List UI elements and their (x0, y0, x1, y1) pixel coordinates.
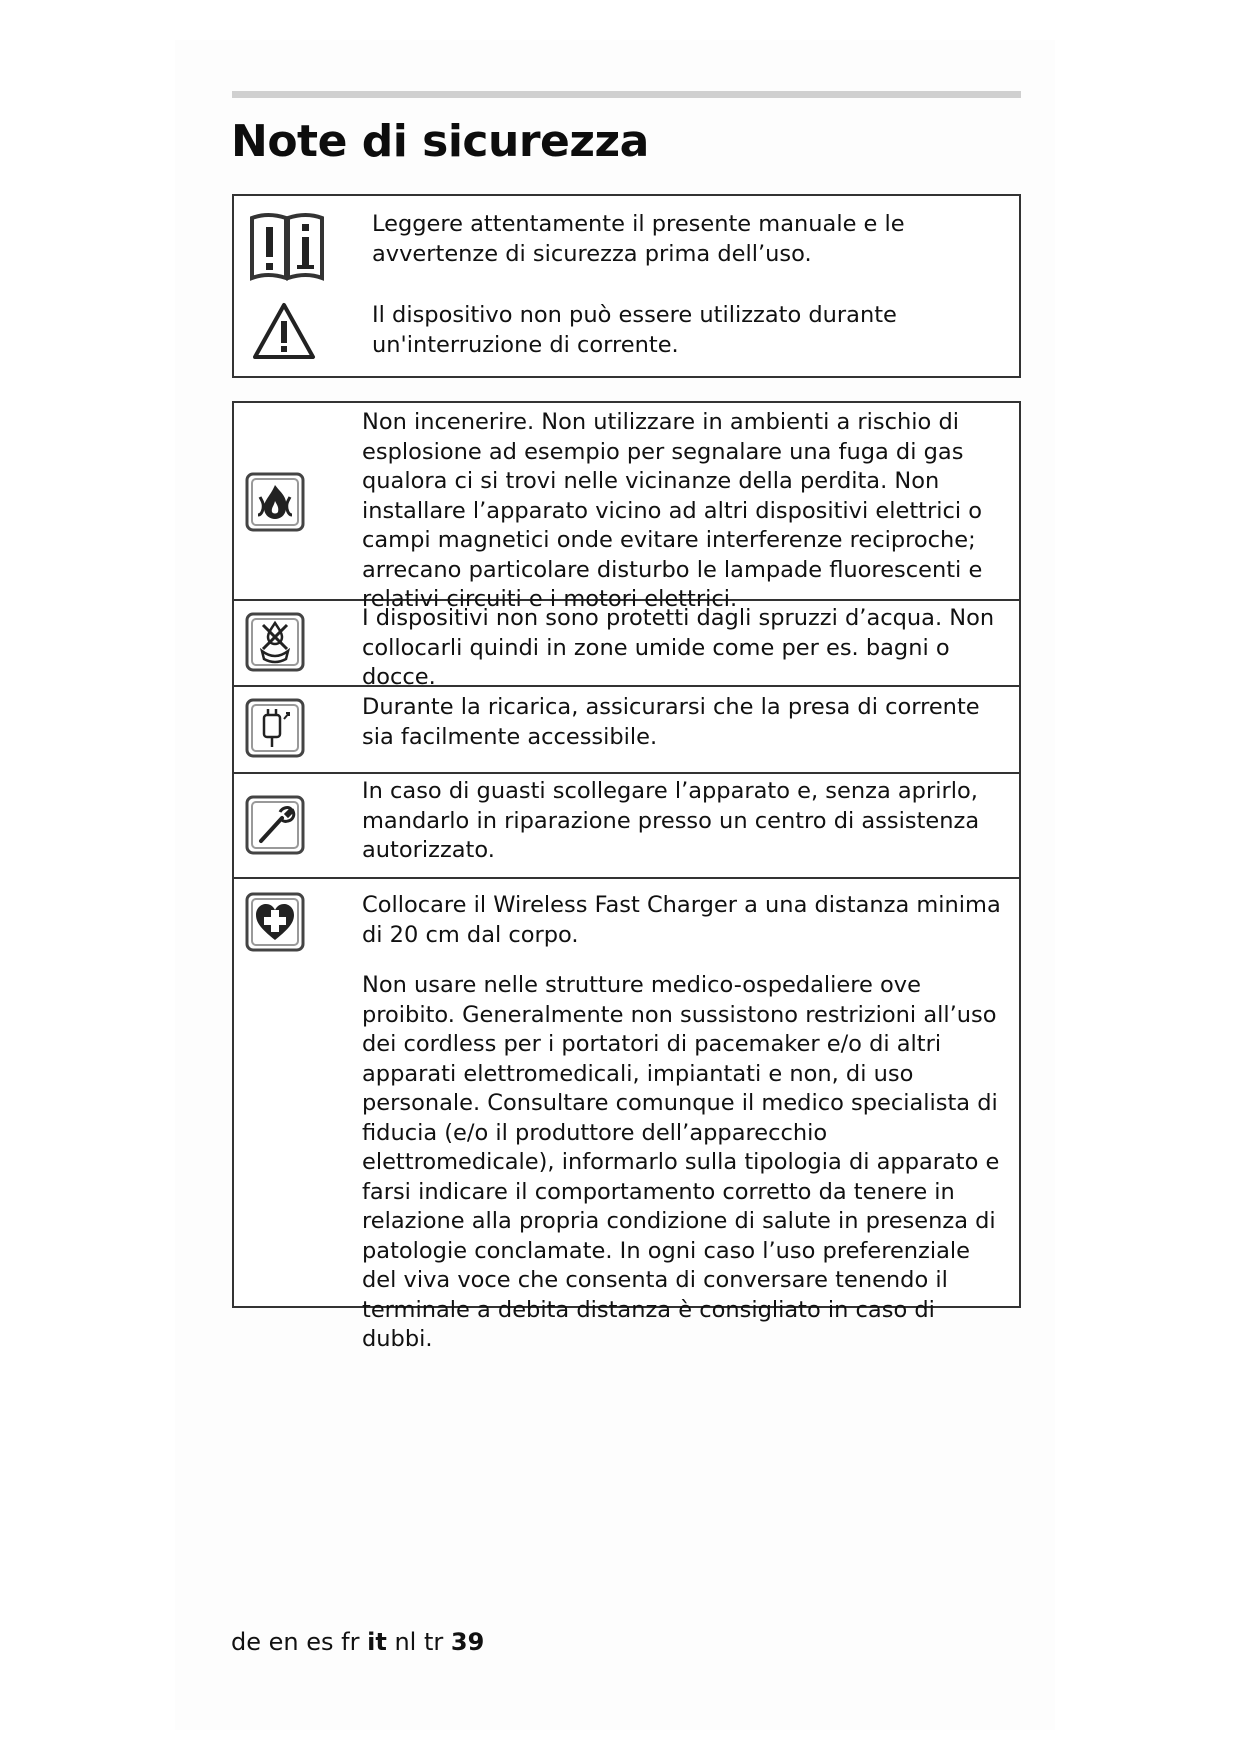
manual-info-icon (248, 210, 326, 282)
top-rule (232, 91, 1021, 98)
wrench-icon (244, 794, 306, 856)
rule-text-water: I dispositivi non sono protetti dagli spruzzi d’acqua. Non collocarli quindi in zone umide come per es. bagni o docce. (362, 605, 995, 690)
intro-box (232, 194, 1021, 378)
medical-heart-icon (244, 891, 306, 953)
intro-item-2: Il dispositivo non può essere utilizzato durante un'interruzione di corrente. (372, 302, 897, 358)
footer-current-language: it (367, 1628, 387, 1656)
rules-box (232, 401, 1021, 1352)
rule-text-fire: Non incenerire. Non utilizzare in ambienti a rischio di esplosione ad esempio per segnalare una fuga di gas qualora ci si trovi nelle vicinanze della perdita. Non installare l’apparato vicino ad altri dispositivi elettrici o campi magnetici onde evitare interferenze reciproche; arrecano particolare disturbo le lampade fluorescenti e relativi circuiti e i motori elettrici. (362, 409, 983, 612)
no-water-icon (244, 611, 306, 673)
footer-languages-after: nl tr (394, 1628, 444, 1656)
intro-item-1: Leggere attentamente il presente manuale e le avvertenze di sicurezza prima dell’uso. (372, 211, 905, 267)
page-title: Note di sicurezza (231, 116, 649, 167)
rule-row-fire (234, 403, 1019, 612)
rule-row-water (234, 599, 1019, 690)
rule-text-repair: In caso di guasti scollegare l’apparato e, senza aprirlo, mandarlo in riparazione presso un centro di assistenza autorizzato. (362, 778, 980, 863)
page-number: 39 (450, 1628, 485, 1656)
no-fire-icon (244, 471, 306, 533)
rule-text-medical-pacemaker: Non usare nelle strutture medico-ospedaliere ove proibito. Generalmente non sussistono restrizioni all’uso dei cordless per i portatori di pacemaker e/o di altri apparati elettromedicali, impiantati e non, di uso personale. Consultare comunque il medico specialista di fiducia (e/o il produttore dell’apparecchio elettromedicale), informarlo sulla tipologia di apparato e farsi indicare il comportamento corretto da tenere in relazione alla propria condizione di salute in presenza di patologie conclamate. In ogni caso l’uso preferenziale del viva voce che consenta di conversare tenendo il terminale a debita distanza è consigliato in caso di dubbi. (362, 972, 1000, 1352)
warning-triangle-icon (252, 301, 316, 361)
rule-row-medical (234, 877, 1019, 1352)
rule-text-plug: Durante la ricarica, assicurarsi che la presa di corrente sia facilmente accessibile. (362, 694, 980, 750)
footer-languages: de en es fr (231, 1628, 360, 1656)
rule-row-repair (234, 772, 1019, 879)
rule-text-medical-distance: Collocare il Wireless Fast Charger a una distanza minima di 20 cm dal corpo. (362, 892, 1001, 948)
rule-text-medical (362, 891, 1003, 1355)
power-plug-icon (244, 697, 306, 759)
page-footer (231, 1628, 484, 1656)
rule-row-plug (234, 685, 1019, 774)
